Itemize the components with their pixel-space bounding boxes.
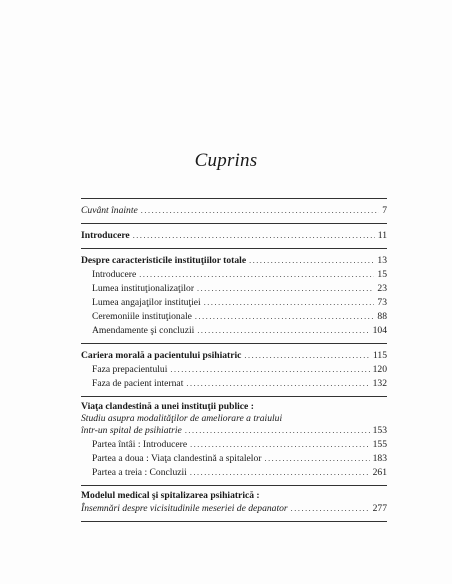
toc-subentry[interactable] (81, 438, 387, 452)
toc-entry-medical[interactable] (81, 502, 387, 516)
leader-dots (291, 502, 370, 516)
toc-entry-label: Partea a doua : Viaţa clandestină a spitalelor (92, 453, 262, 464)
toc-subentry[interactable] (81, 310, 387, 324)
toc-entry-page: 73 (377, 297, 387, 308)
toc-entry-page: 11 (377, 230, 387, 241)
toc-entry-foreword[interactable] (81, 204, 387, 218)
toc-subentry[interactable] (81, 363, 387, 377)
toc-entry-page: 88 (377, 311, 387, 322)
toc-entry-label: Însemnări despre vicisitudinile meseriei de depanator (81, 503, 288, 514)
toc-subentry[interactable] (81, 324, 387, 338)
toc-entry-label: Cariera morală a pacientului psihiatric (81, 350, 242, 361)
leader-dots (197, 282, 374, 296)
toc-subentry[interactable] (81, 452, 387, 466)
toc-entry-label: Partea întâi : Introducere (92, 439, 188, 450)
toc-entry-page: 132 (372, 378, 387, 389)
toc-entry-label: Introducere (81, 230, 130, 241)
toc-entry-page: 183 (372, 453, 387, 464)
toc-entry-label: Lumea instituţionalizaţilor (92, 283, 195, 294)
leader-dots (197, 324, 369, 338)
toc-entry-medical-title[interactable]: Modelul medical şi spitalizarea psihiatrică : (81, 490, 260, 501)
toc-subentry[interactable] (81, 466, 387, 480)
toc-entry-underlife[interactable] (81, 424, 387, 438)
leader-dots (264, 452, 369, 466)
leader-dots (133, 229, 375, 243)
divider (81, 521, 387, 522)
toc-entry-page: 120 (372, 364, 387, 375)
toc-entry-page: 15 (377, 269, 387, 280)
toc-entry-label: Ceremoniile instituţionale (92, 311, 192, 322)
toc-entry-label: Cuvânt înainte (81, 205, 138, 216)
toc-entry-label: într-un spital de psihiatrie (81, 425, 182, 436)
toc-entry-underlife-title[interactable]: Viaţa clandestină a unei instituţii publice : (81, 401, 254, 412)
toc-entry-label: Amendamente şi concluzii (92, 325, 195, 336)
leader-dots (185, 424, 370, 438)
table-of-contents (81, 198, 387, 522)
toc-subentry[interactable] (81, 268, 387, 282)
toc-entry-page: 7 (382, 205, 387, 216)
leader-dots (190, 438, 370, 452)
toc-subentry[interactable] (81, 296, 387, 310)
leader-dots (195, 310, 374, 324)
leader-dots (249, 254, 374, 268)
leader-dots (141, 204, 379, 218)
toc-subentry[interactable] (81, 282, 387, 296)
toc-entry-label: Faza de pacient internat (92, 378, 184, 389)
toc-entry-page: 13 (377, 255, 387, 266)
leader-dots (170, 363, 369, 377)
page-title: Cuprins (194, 150, 258, 171)
toc-subentry[interactable] (81, 377, 387, 391)
leader-dots (139, 268, 374, 282)
leader-dots (186, 377, 369, 391)
toc-entry-label: Partea a treia : Concluzii (92, 467, 187, 478)
toc-entry-moral-career[interactable] (81, 349, 387, 363)
toc-entry-total-institutions[interactable] (81, 254, 387, 268)
toc-entry-intro[interactable] (81, 229, 387, 243)
toc-entry-page: 155 (372, 439, 387, 450)
leader-dots (244, 349, 370, 363)
toc-entry-page: 23 (377, 283, 387, 294)
toc-entry-label: Faza prepacientului (92, 364, 168, 375)
toc-entry-page: 277 (372, 503, 387, 514)
toc-entry-label: Introducere (92, 269, 137, 280)
toc-entry-label: Despre caracteristicile instituţiilor totale (81, 255, 247, 266)
toc-entry-page: 115 (372, 350, 387, 361)
toc-entry-page: 261 (372, 467, 387, 478)
toc-entry-page: 153 (372, 425, 387, 436)
toc-entry-label: Lumea angajaţilor instituţiei (92, 297, 201, 308)
leader-dots (204, 296, 375, 310)
toc-entry-page: 104 (372, 325, 387, 336)
toc-entry-underlife-subtitle: Studiu asupra modalităţilor de ameliorare a traiului (81, 413, 283, 424)
leader-dots (190, 466, 370, 480)
